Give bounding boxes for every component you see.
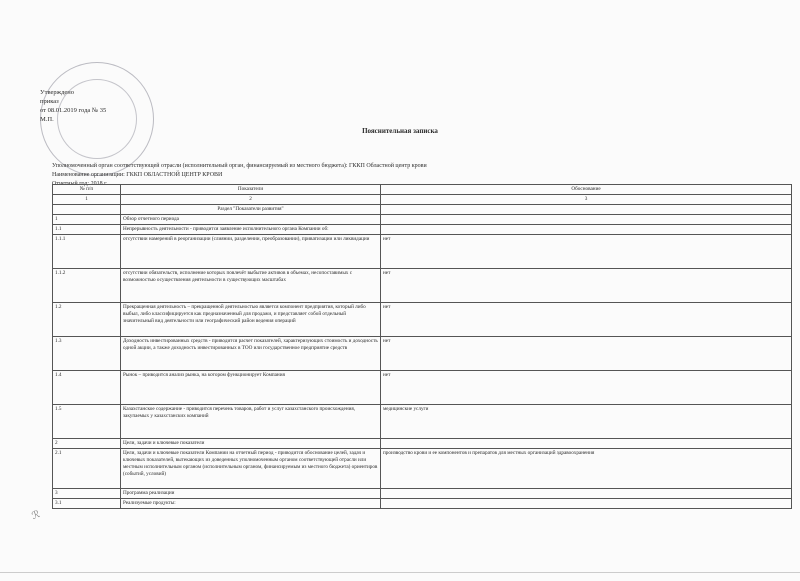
row-justification: нет	[381, 303, 792, 337]
handwritten-mark: ℛ	[30, 508, 42, 523]
row-justification	[381, 499, 792, 509]
header-justification: Обоснование	[381, 185, 792, 195]
col-number: 3	[381, 195, 792, 205]
approval-line: приказ	[40, 98, 59, 105]
row-indicator: отсутствии намерений в реорганизации (слиянии, разделении, преобразовании), приватизации или ликвидации	[121, 235, 381, 269]
row-number: 1.1.2	[53, 269, 121, 303]
table-body	[53, 215, 792, 509]
row-number: 1.3	[53, 337, 121, 371]
row-indicator: Рынок – приводится анализ рынка, на котором функционирует Компания	[121, 371, 381, 405]
row-justification	[381, 225, 792, 235]
row-justification: производство крови и ее компонентов и препаратов для местных организаций здравоохранения	[381, 449, 792, 489]
row-indicator: Цели, задачи и ключевые показатели	[121, 439, 381, 449]
section-title: Раздел "Показатели развития"	[121, 205, 381, 215]
table-number-row	[53, 195, 792, 205]
row-indicator: Цели, задачи и ключевые показатели Компании на отчетный период - приводится обоснование целей, задач и ключевых показателей, вытекающих из доведенных уполномоченным органом соответствующей отрасли или местным исполнительным органом (исполнительным органом, финансируемым из местного бюджета) ориентиров (событий, условий)	[121, 449, 381, 489]
table-row	[53, 215, 792, 225]
row-indicator: Казахстанское содержание - приводится перечень товаров, работ и услуг казахстанского происхождения, закупаемых у казахстанских компаний	[121, 405, 381, 439]
authority-line: Уполномоченный орган соответствующей отрасли (исполнительный орган, финансируемый из местного бюджета): ГККП Областной центр крови	[52, 163, 427, 169]
table-row	[53, 269, 792, 303]
row-indicator: Обзор отчетного периода	[121, 215, 381, 225]
row-indicator: Реализуемые продукты:	[121, 499, 381, 509]
table-row	[53, 499, 792, 509]
table-row	[53, 489, 792, 499]
table-row	[53, 235, 792, 269]
approval-line: М.П.	[40, 116, 54, 123]
row-number: 1.1	[53, 225, 121, 235]
row-justification: нет	[381, 337, 792, 371]
header-indicators: Показатели	[121, 185, 381, 195]
row-justification	[381, 439, 792, 449]
row-justification	[381, 489, 792, 499]
row-number: 2	[53, 439, 121, 449]
col-number: 1	[53, 195, 121, 205]
organization-line: Наименование организации: ГККП ОБЛАСТНОЙ ЦЕНТР КРОВИ	[52, 172, 223, 178]
header-num: № п/п	[53, 185, 121, 195]
row-number: 1.4	[53, 371, 121, 405]
row-indicator: Доходность инвестированных средств - приводится расчет показателей, характеризующих стоимость и доходность одной акции, а также доходность инвестированных в ТОО или государственное предприятие средств	[121, 337, 381, 371]
table-header-row	[53, 185, 792, 195]
row-number: 3	[53, 489, 121, 499]
approval-line: Утверждено	[40, 89, 75, 96]
row-indicator: Прекращенная деятельность – прекращенной деятельностью является компонент предприятия, который либо выбыл, либо классифицируется как предназначенный для продажи, и представляет собой отдельный значительный вид деятельности или географический район ведения операций	[121, 303, 381, 337]
col-number: 2	[121, 195, 381, 205]
table-row	[53, 337, 792, 371]
approval-line: от 08.01.2019 года № 35	[40, 107, 107, 114]
row-justification: нет	[381, 235, 792, 269]
page-edge	[0, 572, 800, 573]
table-row	[53, 439, 792, 449]
row-number: 1	[53, 215, 121, 225]
row-number: 1.2	[53, 303, 121, 337]
table-row	[53, 303, 792, 337]
row-number: 1.5	[53, 405, 121, 439]
row-number: 1.1.1	[53, 235, 121, 269]
indicators-table	[52, 184, 792, 509]
row-number: 3.1	[53, 499, 121, 509]
table-row	[53, 405, 792, 439]
approval-block	[40, 88, 106, 124]
row-justification: нет	[381, 269, 792, 303]
table-row	[53, 225, 792, 235]
row-indicator: Непрерывность деятельности - приводится заявление исполнительного органа Компании об:	[121, 225, 381, 235]
row-indicator: отсутствии обязательств, исполнение которых повлечёт выбытие активов в объемах, несопоставимых с возможностью осуществления деятельности в существующих масштабах	[121, 269, 381, 303]
report-year-line: Отчетный год: 2018 г.	[52, 181, 108, 187]
document-title: Пояснительная записка	[362, 127, 438, 135]
row-justification: нет	[381, 371, 792, 405]
section-row	[53, 205, 792, 215]
table-row	[53, 371, 792, 405]
row-number: 2.1	[53, 449, 121, 489]
table-row	[53, 449, 792, 489]
row-justification	[381, 215, 792, 225]
row-indicator: Программа реализации	[121, 489, 381, 499]
row-justification: медицинские услуги	[381, 405, 792, 439]
